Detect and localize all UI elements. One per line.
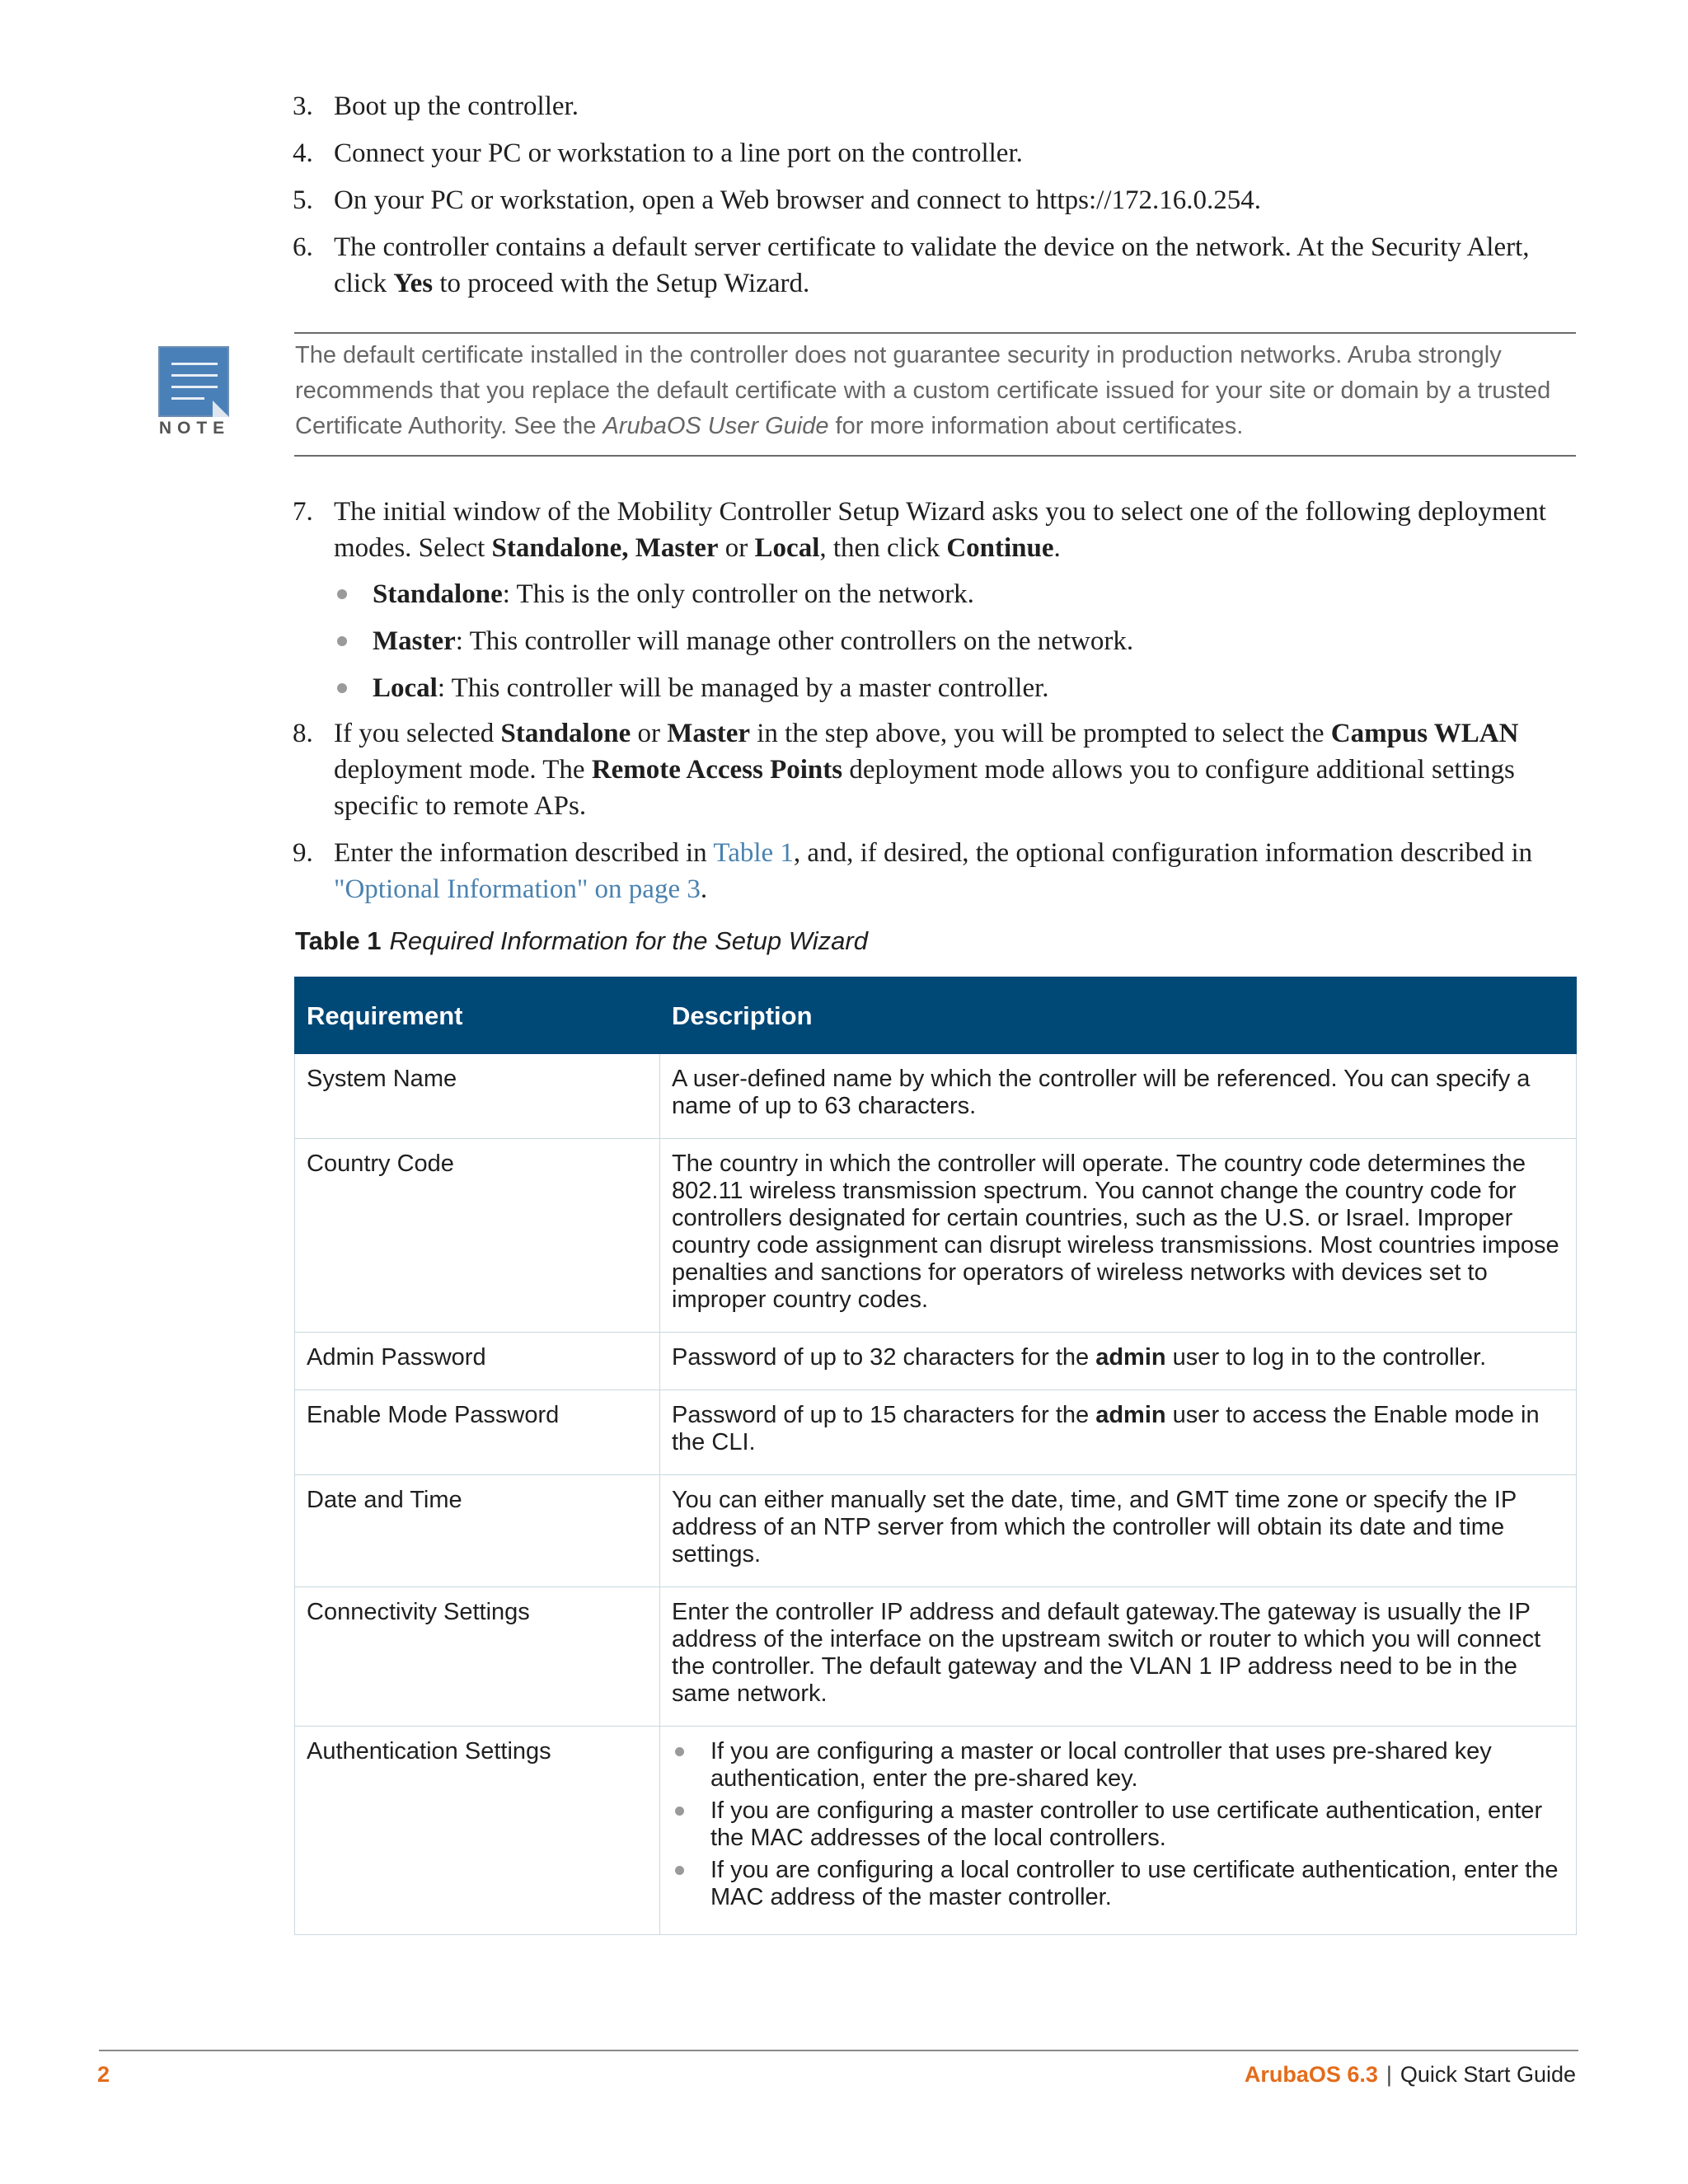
bullet-icon	[337, 636, 347, 646]
table-row	[295, 1727, 1577, 1935]
table-caption: Table 1 Required Information for the Setup Wizard	[295, 926, 868, 955]
note-text: The default certificate installed in the controller does not guarantee security in production networks. Aruba strongly recommends that you replace the default certificate with a custom certificate issued for your site or domain by a trusted Certificate Authority. See the ArubaOS User Guide for more information about certificates.	[295, 342, 1551, 439]
requirement-cell: Enable Mode Password	[295, 1390, 660, 1475]
description-cell: A user-defined name by which the controller will be referenced. You can specify a name of up to 63 characters.	[660, 1054, 1577, 1139]
table-header-row	[295, 977, 1577, 1054]
description-cell: The country in which the controller will operate. The country code determines the 802.11 wireless transmission spectrum. You cannot change the country code for controllers designated for certain countries, such as the U.S. or Israel. Improper country code assignment can disrupt wireless transmissions. Most countries impose penalties and sanctions for operators of wireless networks with devices set to improper country codes.	[660, 1139, 1577, 1333]
bullet-icon	[675, 1747, 684, 1756]
step-number: 7.	[293, 497, 313, 527]
step-number: 3.	[293, 91, 313, 121]
list-item: Master: This controller will manage other controllers on the network.	[334, 623, 1570, 670]
requirement-cell: System Name	[295, 1054, 660, 1139]
user-guide-title: ArubaOS User Guide	[603, 413, 829, 439]
table-1-link[interactable]: Table 1	[713, 838, 794, 868]
step-7	[293, 494, 1578, 566]
step-text: The controller contains a default server certificate to validate the device on the network. At the Security Alert, click Yes to proceed with the Setup Wizard.	[334, 232, 1530, 298]
requirements-table	[294, 977, 1577, 1935]
optional-information-link[interactable]: "Optional Information" on page 3	[334, 874, 701, 904]
step-text: On your PC or workstation, open a Web browser and connect to https://172.16.0.254.	[334, 185, 1261, 215]
product-name: ArubaOS 6.3	[1244, 2062, 1378, 2087]
list-item: Local: This controller will be managed by a master controller.	[334, 670, 1570, 717]
table-row	[295, 1139, 1577, 1333]
step-text: Connect your PC or workstation to a line port on the controller.	[334, 138, 1023, 168]
note-top-rule	[294, 332, 1576, 334]
step-text: Enter the information described in Table 1, and, if desired, the optional configuration information described in "Optional Information" on page 3.	[334, 838, 1533, 904]
description-cell: Enter the controller IP address and default gateway.The gateway is usually the IP address of the interface on the upstream switch or router to which you will connect the controller. The default gateway and the VLAN 1 IP address need to be in the same network.	[660, 1587, 1577, 1727]
deployment-mode-list	[334, 576, 1570, 717]
bullet-icon	[337, 589, 347, 599]
step-3	[293, 88, 1578, 124]
step-4	[293, 135, 1578, 171]
note-label: NOTE	[158, 419, 231, 438]
table-row	[295, 1390, 1577, 1475]
note-bottom-rule	[294, 455, 1576, 457]
step-number: 9.	[293, 838, 313, 868]
requirement-cell: Admin Password	[295, 1333, 660, 1390]
requirement-cell: Country Code	[295, 1139, 660, 1333]
step-number: 5.	[293, 185, 313, 215]
step-text: If you selected Standalone or Master in the step above, you will be prompted to select the Campus WLAN deployment mode. The Remote Access Points deployment mode allows you to configure additional settings specific to remote APs.	[334, 719, 1519, 821]
page-number: 2	[97, 2062, 110, 2087]
yes-emphasis: Yes	[393, 269, 434, 298]
requirement-cell: Date and Time	[295, 1475, 660, 1587]
requirement-cell: Connectivity Settings	[295, 1587, 660, 1727]
step-8	[293, 715, 1578, 824]
list-item: If you are configuring a master controller to use certificate authentication, enter the MAC addresses of the local controllers.	[672, 1797, 1564, 1852]
bullet-icon	[675, 1807, 684, 1816]
description-cell: Password of up to 32 characters for the admin user to log in to the controller.	[660, 1333, 1577, 1390]
column-header-description: Description	[660, 977, 1577, 1054]
bullet-icon	[675, 1866, 684, 1875]
description-cell: Password of up to 15 characters for the admin user to access the Enable mode in the CLI.	[660, 1390, 1577, 1475]
column-header-requirement: Requirement	[295, 977, 660, 1054]
step-5	[293, 182, 1578, 218]
table-row	[295, 1054, 1577, 1139]
step-number: 4.	[293, 138, 313, 168]
step-number: 8.	[293, 719, 313, 748]
description-cell: You can either manually set the date, time, and GMT time zone or specify the IP address of an NTP server from which the controller will obtain its date and time settings.	[660, 1475, 1577, 1587]
note-icon	[158, 346, 229, 417]
table-row	[295, 1333, 1577, 1390]
description-cell	[660, 1727, 1577, 1935]
step-9	[293, 835, 1578, 907]
step-text: Boot up the controller.	[334, 91, 579, 121]
list-item: If you are configuring a master or local controller that uses pre-shared key authentication, enter the pre-shared key.	[672, 1738, 1564, 1793]
list-item: If you are configuring a local controller to use certificate authentication, enter the MAC address of the master controller.	[672, 1857, 1564, 1911]
footer-rule	[99, 2050, 1578, 2051]
list-item: Standalone: This is the only controller on the network.	[334, 576, 1570, 623]
guide-name: Quick Start Guide	[1400, 2062, 1576, 2087]
step-text: The initial window of the Mobility Controller Setup Wizard asks you to select one of the following deployment modes. Select Standalone, Master or Local, then click Continue.	[334, 497, 1546, 563]
bullet-icon	[337, 683, 347, 693]
step-number: 6.	[293, 232, 313, 262]
table-row	[295, 1587, 1577, 1727]
step-6	[293, 229, 1578, 302]
requirement-cell: Authentication Settings	[295, 1727, 660, 1935]
footer-title: ArubaOS 6.3 | Quick Start Guide	[1244, 2062, 1576, 2087]
table-row	[295, 1475, 1577, 1587]
